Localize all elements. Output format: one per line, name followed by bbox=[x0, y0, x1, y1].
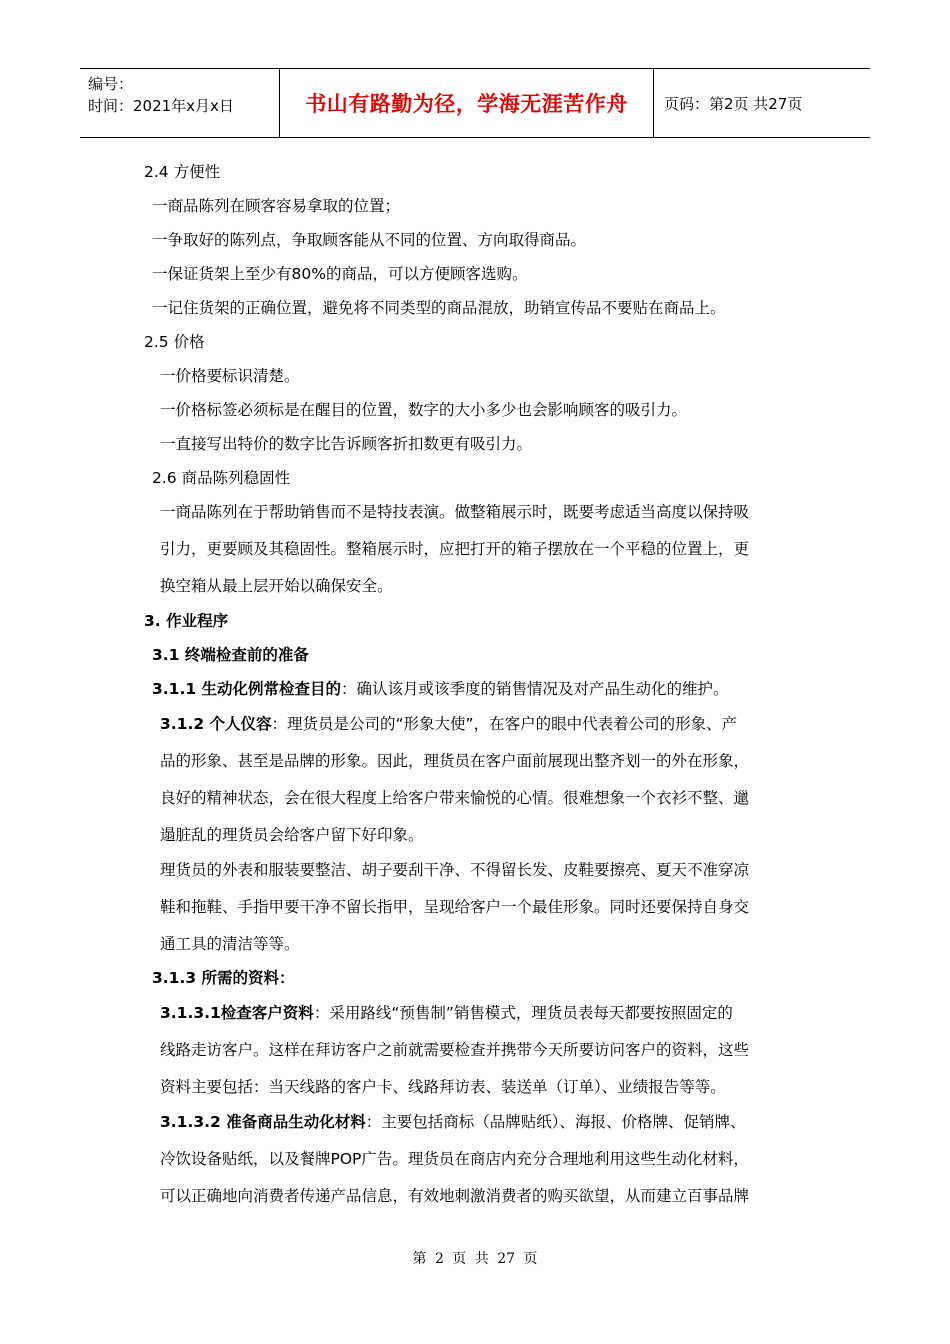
paragraph-line: 一价格要标识清楚。 bbox=[160, 367, 300, 385]
paragraph-line: 一商品陈列在于帮助销售而不是特技表演。做整箱展示时，既要考虑适当高度以保持吸 bbox=[160, 503, 750, 521]
paragraph-line: 引力，更要顾及其稳固性。整箱展示时，应把打开的箱子摆放在一个平稳的位置上，更 bbox=[160, 540, 750, 558]
paragraph-line: 一保证货架上至少有80%的商品，可以方便顾客选购。 bbox=[152, 265, 528, 283]
paragraph-line: 一争取好的陈列点，争取顾客能从不同的位置、方向取得商品。 bbox=[152, 231, 587, 249]
paragraph-line: 可以正确地向消费者传递产品信息，有效地刺激消费者的购买欲望，从而建立百事品牌 bbox=[160, 1187, 750, 1205]
paragraph-line: 通工具的清洁等等。 bbox=[160, 935, 300, 953]
section-3-1-2-label: 3.1.2 个人仪容 bbox=[160, 715, 272, 733]
section-3-1-1-text: ：确认该月或该季度的销售情况及对产品生动化的维护。 bbox=[341, 680, 729, 698]
serial-label: 编号： bbox=[88, 75, 134, 93]
section-3-1-2 bbox=[160, 714, 737, 734]
section-3-1-3-1 bbox=[160, 1003, 733, 1023]
section-3-1-1-label: 3.1.1 生动化例常检查目的 bbox=[152, 680, 342, 698]
paragraph-line: 遢脏乱的理货员会给客户留下好印象。 bbox=[160, 826, 424, 844]
paragraph-line: 线路走访客户。这样在拜访客户之前就需要检查并携带今天所要访问客户的资料，这些 bbox=[160, 1041, 750, 1059]
section-3-1-3-1-label: 3.1.3.1检查客户资料 bbox=[160, 1004, 314, 1022]
paragraph-line: 换空箱从最上层开始以确保安全。 bbox=[160, 577, 393, 595]
section-3-1-3-2-label: 3.1.3.2 准备商品生动化材料 bbox=[160, 1113, 366, 1131]
section-2-4-title: 2.4 方便性 bbox=[144, 163, 221, 181]
paragraph-line: 一商品陈列在顾客容易拿取的位置； bbox=[152, 197, 401, 215]
section-3-1-3-1-text: ：采用路线“预售制”销售模式，理货员表每天都要按照固定的 bbox=[313, 1004, 733, 1022]
paragraph-line: 资料主要包括：当天线路的客户卡、线路拜访表、装送单（订单）、业绩报告等等。 bbox=[160, 1078, 726, 1096]
paragraph-line: 一价格标签必须标是在醒目的位置，数字的大小多少也会影响顾客的吸引力。 bbox=[160, 401, 688, 419]
page-footer: 第 2 页 共 27 页 bbox=[412, 1251, 538, 1267]
date-text: 时间：2021年x月x日 bbox=[88, 97, 234, 115]
section-3-title: 3. 作业程序 bbox=[144, 612, 229, 630]
section-3-1-3-2-text: ：主要包括商标（品牌贴纸）、海报、价格牌、促销牌、 bbox=[365, 1113, 746, 1131]
paragraph-line: 鞋和拖鞋、手指甲要干净不留长指甲，呈现给客户一个最佳形象。同时还要保持自身交 bbox=[160, 898, 750, 916]
section-3-1-3-title: 3.1.3 所需的资料： bbox=[152, 969, 295, 987]
paragraph-line: 冷饮设备贴纸，以及餐牌POP广告。理货员在商店内充分合理地利用这些生动化材料， bbox=[160, 1150, 749, 1168]
header-meta bbox=[80, 69, 280, 137]
section-3-1-2-text: ：理货员是公司的“形象大使”，在客户的眼中代表着公司的形象、产 bbox=[271, 715, 738, 733]
paragraph-line: 良好的精神状态，会在很大程度上给客户带来愉悦的心情。很难想象一个衣衫不整、邋 bbox=[160, 789, 750, 807]
section-3-1-title: 3.1 终端检查前的准备 bbox=[152, 646, 309, 664]
section-3-1-1 bbox=[152, 679, 729, 699]
header-motto: 书山有路勤为径，学海无涯苦作舟 bbox=[280, 69, 654, 137]
header-page-info: 页码：第2页 共27页 bbox=[664, 94, 803, 113]
paragraph-line: 一直接写出特价的数字比告诉顾客折扣数更有吸引力。 bbox=[160, 435, 533, 453]
section-3-1-3-2 bbox=[160, 1112, 745, 1132]
paragraph-line: 理货员的外表和服装要整洁、胡子要刮干净、不得留长发、皮鞋要擦亮、夏天不准穿凉 bbox=[160, 861, 750, 879]
paragraph-line: 一记住货架的正确位置，避免将不同类型的商品混放，助销宣传品不要贴在商品上。 bbox=[152, 299, 726, 317]
section-2-6-title: 2.6 商品陈列稳固性 bbox=[152, 469, 291, 487]
section-2-5-title: 2.5 价格 bbox=[144, 333, 205, 351]
paragraph-line: 品的形象、甚至是品牌的形象。因此，理货员在客户面前展现出整齐划一的外在形象， bbox=[160, 752, 750, 770]
page-header bbox=[80, 68, 870, 138]
